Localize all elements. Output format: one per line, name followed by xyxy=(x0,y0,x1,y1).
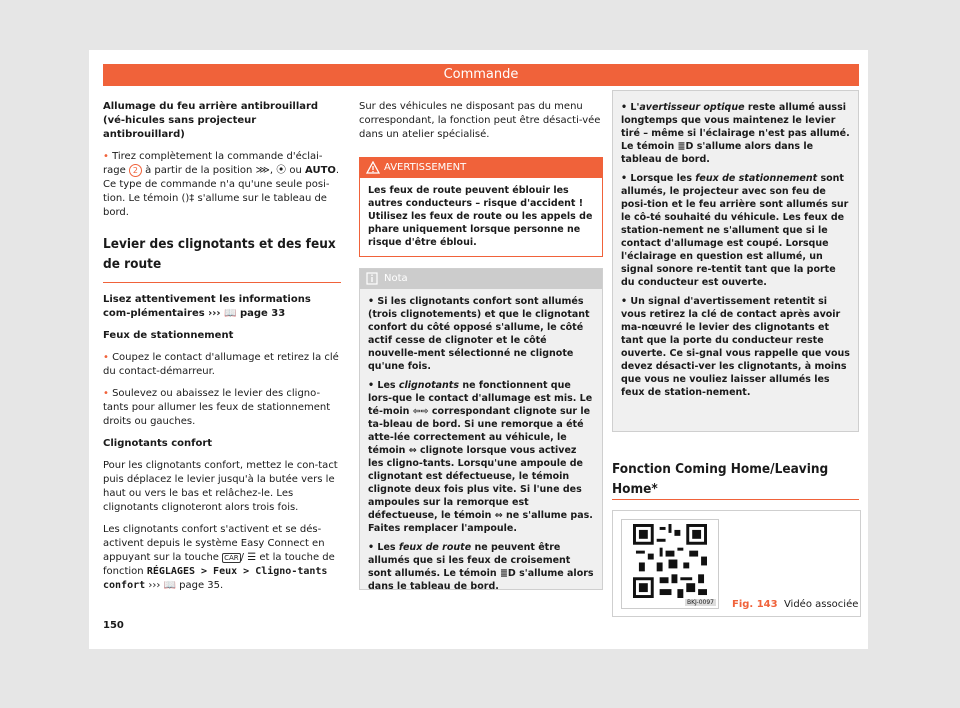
text: sont allumés, le projecteur avec son feu de posi-tion et le feu arrière sont allumés sur le cô-té souhaité du véhicule. Les feux de station-nement ne s'allument que si le contact d'allumage est coupé. Lorsque l'éclairage en question est allumé, un signal sonore re-tentit tant que la porte du conducteur est ouverte. xyxy=(621,173,849,288)
text: feux de stationnement xyxy=(695,173,818,184)
text: avertisseur optique xyxy=(639,102,745,113)
intro-paragraph: Lisez attentivement les informations com-plémentaires ››› 📖 page 33 xyxy=(103,294,311,319)
text: Tirez complètement la commande d'éclai-rage xyxy=(103,151,323,176)
text: Lisez attentivement les informations com-plémentaires xyxy=(103,294,311,319)
callout-number: 2 xyxy=(129,164,142,177)
column-1 xyxy=(103,100,341,601)
figure-caption xyxy=(732,599,858,610)
comfort-paragraph-1: Pour les clignotants confort, mettez le con-tact puis déplacez le levier jusqu'à la butée vers le haut ou vers le bas et relâchez-le. Les clignotants clignoteront alors trois fois. xyxy=(103,460,338,513)
figure-caption-text: Vidéo associée xyxy=(783,599,859,610)
text: ne fonctionnent que lors-que le contact d'allumage est mis. Le té-moin xyxy=(368,380,593,417)
parking-step-1: • Coupez le contact d'allumage et retirez la clé du contact-démarreur. xyxy=(103,351,341,379)
note-box xyxy=(359,268,603,590)
text: et la touche de fonction xyxy=(103,552,335,577)
rear-fog-paragraph: • Tirez complètement la commande d'éclai-rage 2 à partir de la position ⋙, ⦿ ou AUTO. Ce type de commande n'a qu'une seule posi-tion. Le témoin ()‡ s'allume sur le tableau de bord. xyxy=(103,150,341,220)
note-title: Nota xyxy=(384,273,408,284)
text: clignotants xyxy=(398,380,460,391)
column-2 xyxy=(359,100,601,150)
qr-tag: BKJ-0097 xyxy=(686,599,714,606)
text: s'allume sur le tableau de bord. xyxy=(103,193,327,218)
note-body xyxy=(360,289,602,605)
text: s'allume alors dans le tableau de bord. xyxy=(368,568,594,592)
text: Les xyxy=(377,542,396,553)
rear-fog-heading: Allumage du feu arrière antibrouillard (vé-hicules sans projecteur antibrouillard) xyxy=(103,101,319,140)
high-beam-icon: ≣D xyxy=(499,568,516,579)
note-continuation-box xyxy=(612,90,859,432)
note-item-4 xyxy=(621,101,850,166)
low-beam-icon: ⦿ xyxy=(276,165,287,176)
text: . Ce type de commande n'a qu'une seule posi-tion. Le témoin xyxy=(103,165,340,204)
note-item-5 xyxy=(621,172,850,289)
book-icon: 📖 xyxy=(163,580,176,591)
page-number: 150 xyxy=(103,620,124,631)
section-rule xyxy=(612,499,859,500)
qr-code[interactable] xyxy=(621,519,719,609)
turn-signal-icon: ⇦⇨ xyxy=(412,406,429,417)
text: Lorsque les xyxy=(630,173,692,184)
warning-text: Les feux de route peuvent éblouir les autres conducteurs – risque d'accident ! Utilisez les feux de route ou les appels de phare uniquement lorsque personne ne risque d'être ébloui. xyxy=(368,185,593,248)
text: ne s'allume pas. Faites remplacer l'ampoule. xyxy=(368,510,593,534)
section-heading-coming-home: Fonction Coming Home/Leaving Home* xyxy=(612,461,829,497)
text: Les clignotants confort s'activent et se dés-activent depuis le système Easy Connect en appuyant sur la touche xyxy=(103,524,325,563)
text: Les xyxy=(377,380,396,391)
text: feux de route xyxy=(398,542,472,553)
workshop-paragraph: Sur des véhicules ne disposant pas du menu correspondant, la fonction peut être désacti-vée dans un atelier spécialisé. xyxy=(359,101,601,140)
trailer-signal-icon: ⇔ xyxy=(408,445,417,456)
note-item-1: • Si les clignotants confort sont allumés (trois clignotements) et que le clignotant confort du côté opposé s'allume, le côté actif cesse de clignoter et le côté nouvelle-ment sélectionné ne clignote qu'une fois. xyxy=(368,295,594,373)
comfort-paragraph-2: Les clignotants confort s'activent et se dés-activent depuis le système Easy Connect en appuyant sur la touche CAR / ☰ et la touche de fonction RÉGLAGES > Feux > Cligno-tants confort ››› 📖 page 35. xyxy=(103,524,335,591)
section-heading-levier: Levier des clignotants et des feux de route xyxy=(103,234,341,283)
menu-icon: ☰ xyxy=(247,552,257,563)
page-header: Commande xyxy=(103,64,859,86)
page-reference[interactable]: page 33 xyxy=(239,308,286,319)
rear-fog-icon: ()‡ xyxy=(181,193,195,204)
warning-title: AVERTISSEMENT xyxy=(384,162,467,173)
note-item-6: • Un signal d'avertissement retentit si vous retirez la clé de contact après avoir ma-nœuvré le levier des clignotants et tant que la porte du conducteur reste ouverte. Ce si-gnal vous rappelle que vous devez désacti-ver les clignotants, à moins que vous ne vouliez laisser allumés les feux de station-nement. xyxy=(621,295,850,399)
text: / xyxy=(240,552,245,563)
text: ou xyxy=(289,165,302,176)
text: reste allumé aussi longtemps que vous maintenez le levier tiré – même si l'éclairage n'est pas allumé. Le témoin xyxy=(621,102,850,152)
parking-lights-heading: Feux de stationnement xyxy=(103,330,234,341)
page-reference[interactable]: page 35. xyxy=(179,580,224,591)
text: s'allume alors dans le tableau de bord. xyxy=(621,141,814,165)
figure-label: Fig. 143 xyxy=(732,599,778,610)
car-key-icon: CAR xyxy=(224,554,239,562)
note-item-2 xyxy=(368,379,594,535)
comfort-heading: Clignotants confort xyxy=(103,438,213,449)
text: à partir de la position xyxy=(145,165,253,176)
trailer-signal-icon: ⇔ xyxy=(494,510,503,521)
text: L' xyxy=(630,102,640,113)
note-header xyxy=(360,269,602,289)
warning-box xyxy=(359,157,603,257)
warning-icon xyxy=(366,161,380,182)
lights-off-icon: ⋙ xyxy=(255,165,270,176)
info-icon xyxy=(366,272,378,293)
high-beam-icon: ≣D xyxy=(677,141,694,152)
text: clignote lorsque vous activez les cligno-tants. Lorsqu'une ampoule de clignotant est défectueuse, le témoin clignote deux fois plus vite. Si l'une des ampoules sur la remorque est défectueuse, le témoin xyxy=(368,445,583,521)
figure-143 xyxy=(612,510,861,617)
text: ne peuvent être allumés que si les feux de croisement sont allumés. Le témoin xyxy=(368,542,571,579)
qr-code-icon xyxy=(630,524,710,598)
text: correspondant clignote sur le ta-bleau de bord. Si une remorque a été atte-lée correctement au véhicule, le témoin xyxy=(368,406,591,456)
note-item-3 xyxy=(368,541,594,593)
parking-step-2: • Soulevez ou abaissez le levier des cligno-tants pour allumer les feux de stationnement droits ou gauches. xyxy=(103,387,341,429)
menu-path: RÉGLAGES > Feux > Cligno-tants confort xyxy=(103,566,328,591)
auto-label: AUTO xyxy=(305,165,336,176)
book-icon: 📖 xyxy=(224,308,237,319)
warning-header xyxy=(360,158,602,178)
